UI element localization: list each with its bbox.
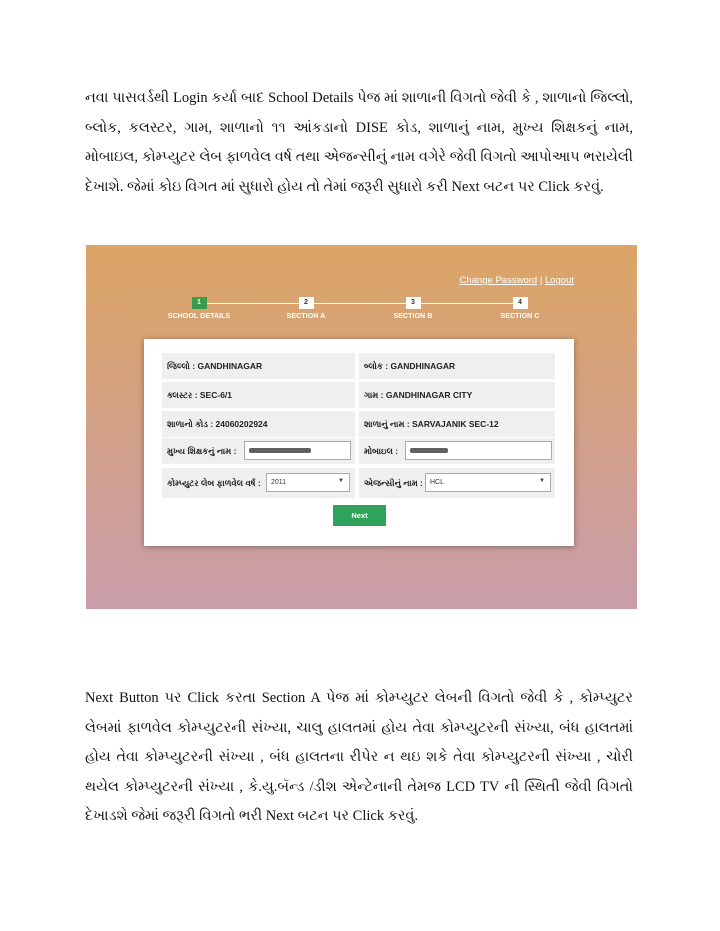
step-school-details[interactable] — [149, 297, 249, 320]
step-number: 1 — [192, 297, 207, 309]
step-label: SCHOOL DETAILS — [167, 313, 231, 320]
school-name-text: શાળાનું નામ : SARVAJANIK SEC-12 — [364, 418, 499, 429]
intro-paragraph: નવા પાસવર્ડથી Login કર્યા બાદ School Details પેજ માં શાળાની વિગતો જેવી કે , શાળાનો જિલ્લો, બ્લોક, કલસ્ટર, ગામ, શાળાનો ૧૧ આંકડાનો DISE કોડ, શાળાનું નામ, મુખ્ય શિક્ષકનું નામ, મોબાઇલ, કોમ્પ્યુટર લેબ ફાળવેલ વર્ષ તથા એજન્સીનું નામ વગેરે જેવી વિગતો આપોઆપ ભરાયેલી દેખાશે. જેમાં કોઇ વિગત માં સુધારો હોય તો તેમાં જરૂરી સુધારો કરી Next બટન પર Click કરવું. — [85, 90, 633, 195]
change-password-link[interactable]: Change Password — [459, 275, 538, 286]
dropdown-arrow-icon: ▼ — [539, 478, 545, 484]
top-links — [460, 275, 574, 286]
school-details-form — [144, 339, 574, 546]
block-field — [359, 353, 555, 379]
lab-year-label: કોમ્પ્યુટર લેબ ફાળવેલ વર્ષ : — [167, 477, 261, 488]
village-field — [359, 382, 555, 408]
lab-year-value: 2011 — [271, 479, 287, 486]
step-number: 4 — [513, 297, 528, 309]
logout-link[interactable]: Logout — [544, 275, 574, 286]
next-button[interactable]: Next — [333, 505, 386, 526]
link-separator: | — [539, 275, 543, 286]
cluster-field — [162, 382, 355, 408]
principal-label: મુખ્ય શિક્ષકનું નામ : — [167, 445, 237, 456]
district-field — [162, 353, 355, 379]
agency-value: HCL — [430, 479, 445, 486]
dropdown-arrow-icon: ▼ — [338, 478, 344, 484]
mobile-label: મોબાઇલ : — [364, 445, 399, 456]
district-text: જિલ્લો : GANDHINAGAR — [167, 360, 263, 371]
lab-year-select[interactable] — [266, 473, 350, 492]
school-code-field — [162, 411, 355, 437]
cluster-text: ક્લસ્ટર : SEC-6/1 — [167, 389, 233, 400]
village-text: ગામ : GANDHINAGAR CITY — [364, 389, 473, 400]
step-number: 2 — [299, 297, 314, 309]
step-section-c[interactable] — [470, 297, 570, 320]
agency-label: એજન્સીનું નામ : — [364, 477, 423, 488]
step-section-b[interactable] — [363, 297, 463, 320]
step-label: SECTION B — [393, 313, 433, 320]
redacted-value — [249, 448, 311, 453]
block-text: બ્લોક : GANDHINAGAR — [364, 360, 456, 371]
principal-name-input[interactable] — [244, 441, 351, 460]
embedded-screenshot — [86, 245, 637, 609]
mobile-input[interactable] — [405, 441, 552, 460]
school-code-text: શાળાનો કોડ : 24060202924 — [167, 418, 268, 429]
step-label: SECTION C — [500, 313, 540, 320]
step-number: 3 — [406, 297, 421, 309]
step-label: SECTION A — [286, 313, 326, 320]
section-a-paragraph: Next Button પર Click કરતા Section A પેજ માં કોમ્પ્યુટર લેબની વિગતો જેવી કે , કોમ્પ્યુટર લેબમાં ફાળવેલ કોમ્પ્યુટરની સંખ્યા, ચાલુ હાલતમાં હોય તેવા કોમ્પ્યુટરની સંખ્યા, બંધ હાલતમાં હોય તેવા કોમ્પ્યુટરની સંખ્યા , બંધ હાલતના રીપેર ન થઇ શકે તેવા કોમ્પ્યુટરની સંખ્યા , ચોરી થયેલ કોમ્પ્યુટરની સંખ્યા , કે.યુ.બૅન્ડ /ડીશ એન્ટેનાની તેમજ LCD TV ની સ્થિતી જેવી વિગતો દેખાડશે જેમાં જરૂરી વિગતો ભરી Next બટન પર Click કરવું. — [85, 690, 634, 825]
school-name-field — [359, 411, 555, 437]
agency-select[interactable] — [425, 473, 551, 492]
step-section-a[interactable] — [256, 297, 356, 320]
redacted-value — [410, 448, 448, 453]
